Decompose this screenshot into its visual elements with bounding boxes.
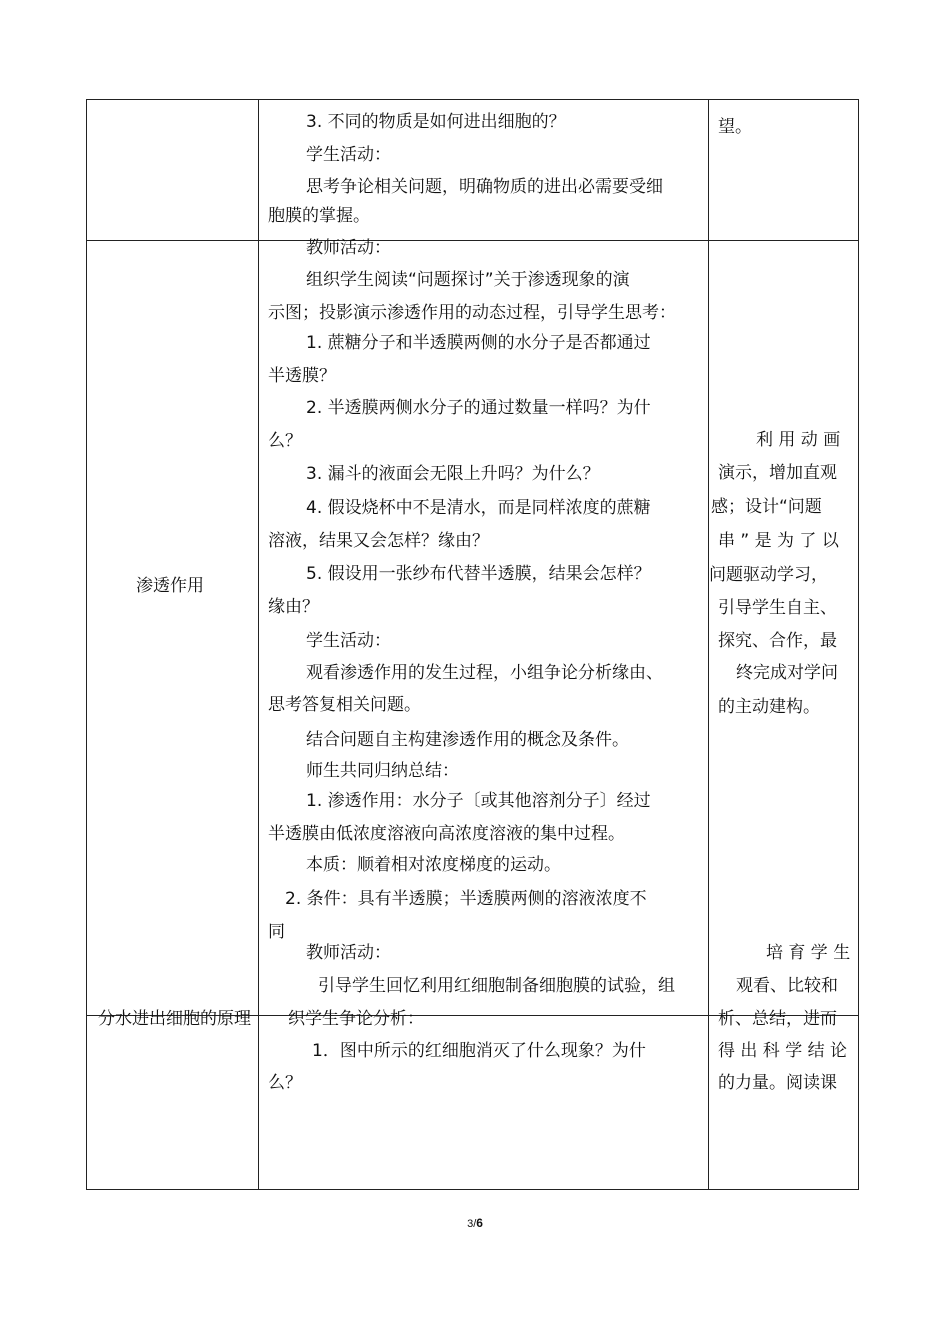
table-right-border: [858, 99, 859, 1190]
table-top-border: [86, 99, 859, 100]
column-divider-2: [708, 99, 709, 1190]
row2-line-17: 师生共同归纳总结：: [306, 761, 459, 781]
page-current: 3: [467, 1218, 474, 1230]
row1-line-2: 学生活动：: [306, 145, 391, 165]
row2-line-21: 2. 条件：具有半透膜；半透膜两侧的溶液浓度不: [285, 889, 647, 909]
row2-line-8: 3. 漏斗的液面会无限上升吗？为什么？: [306, 464, 600, 484]
row2-note-2: 演示，增加直观: [718, 463, 837, 483]
row2-note-5: 问题驱动学习，: [709, 565, 828, 585]
row2-line-11: 5. 假设用一张纱布代替半透膜，结果会怎样？: [306, 564, 651, 584]
row1-line-3: 思考争论相关问题，明确物质的进出必需要受细: [306, 177, 663, 197]
row2-line-14: 观看渗透作用的发生过程，小组争论分析缘由、: [306, 663, 663, 683]
row3-note-2: 观看、比较和: [736, 976, 838, 996]
row3-line-5: 么？: [268, 1073, 302, 1093]
row2-note-8: 终完成对学问: [736, 663, 838, 683]
row-divider-1: [86, 240, 859, 241]
row2-note-9: 的主动建构。: [718, 697, 820, 717]
row2-line-2: 组织学生阅读“问题探讨”关于渗透现象的演: [306, 270, 630, 290]
row1-note: 望。: [718, 117, 752, 137]
row2-note-3: 感；设计“问题: [711, 497, 822, 517]
page-total: 6: [476, 1216, 483, 1230]
row2-line-4: 1. 蔗糖分子和半透膜两侧的水分子是否都通过: [306, 333, 651, 353]
row2-line-13: 学生活动：: [306, 631, 391, 651]
page-separator: /: [473, 1218, 477, 1230]
row3-note-3: 析、总结，进而: [718, 1009, 837, 1029]
table-left-border: [86, 99, 87, 1190]
row3-line-1: 教师活动：: [306, 943, 391, 963]
row3-line-4: 1．图中所示的红细胞消灭了什么现象？为什: [312, 1041, 646, 1061]
row2-note-7: 探究、合作，最: [718, 631, 837, 651]
row2-line-15: 思考答复相关问题。: [268, 695, 421, 715]
row2-line-7: 么？: [268, 431, 302, 451]
row1-line-4: 胞膜的掌握。: [268, 206, 370, 226]
row1-line-1: 3. 不同的物质是如何进出细胞的？: [306, 112, 566, 132]
row2-label: 渗透作用: [136, 576, 204, 596]
row2-note-1: 利 用 动 画: [756, 430, 841, 450]
row3-label: 分水进出细胞的原理: [98, 1009, 251, 1029]
row2-line-22: 同: [268, 922, 285, 942]
row2-line-20: 本质：顺着相对浓度梯度的运动。: [306, 855, 561, 875]
row3-line-2: 引导学生回忆利用红细胞制备细胞膜的试验，组: [318, 976, 675, 996]
table-bottom-border: [86, 1189, 859, 1190]
row2-line-6: 2. 半透膜两侧水分子的通过数量一样吗？为什: [306, 398, 651, 418]
row3-note-4: 得 出 科 学 结 论: [718, 1041, 848, 1061]
row2-line-3: 示图；投影演示渗透作用的动态过程，引导学生思考：: [268, 303, 676, 323]
row2-line-16: 结合问题自主构建渗透作用的概念及条件。: [306, 730, 629, 750]
row3-note-1: 培 育 学 生: [766, 943, 851, 963]
row2-line-19: 半透膜由低浓度溶液向高浓度溶液的集中过程。: [268, 824, 625, 844]
row3-line-3: 织学生争论分析：: [288, 1009, 424, 1029]
row2-note-4: 串 ” 是 为 了 以: [718, 531, 839, 551]
row2-line-12: 缘由？: [268, 597, 319, 617]
row2-note-6: 引导学生自主、: [718, 598, 837, 618]
row2-line-5: 半透膜？: [268, 366, 336, 386]
row2-line-10: 溶液，结果又会怎样？缘由？: [268, 531, 489, 551]
row2-line-18: 1. 渗透作用：水分子〔或其他溶剂分子〕经过: [306, 791, 651, 811]
row2-line-9: 4. 假设烧杯中不是清水，而是同样浓度的蔗糖: [306, 498, 651, 518]
column-divider-1: [258, 99, 259, 1190]
row2-line-1: 教师活动：: [306, 238, 391, 258]
row3-note-5: 的力量。阅读课: [718, 1073, 837, 1093]
page-number: [0, 1216, 950, 1230]
